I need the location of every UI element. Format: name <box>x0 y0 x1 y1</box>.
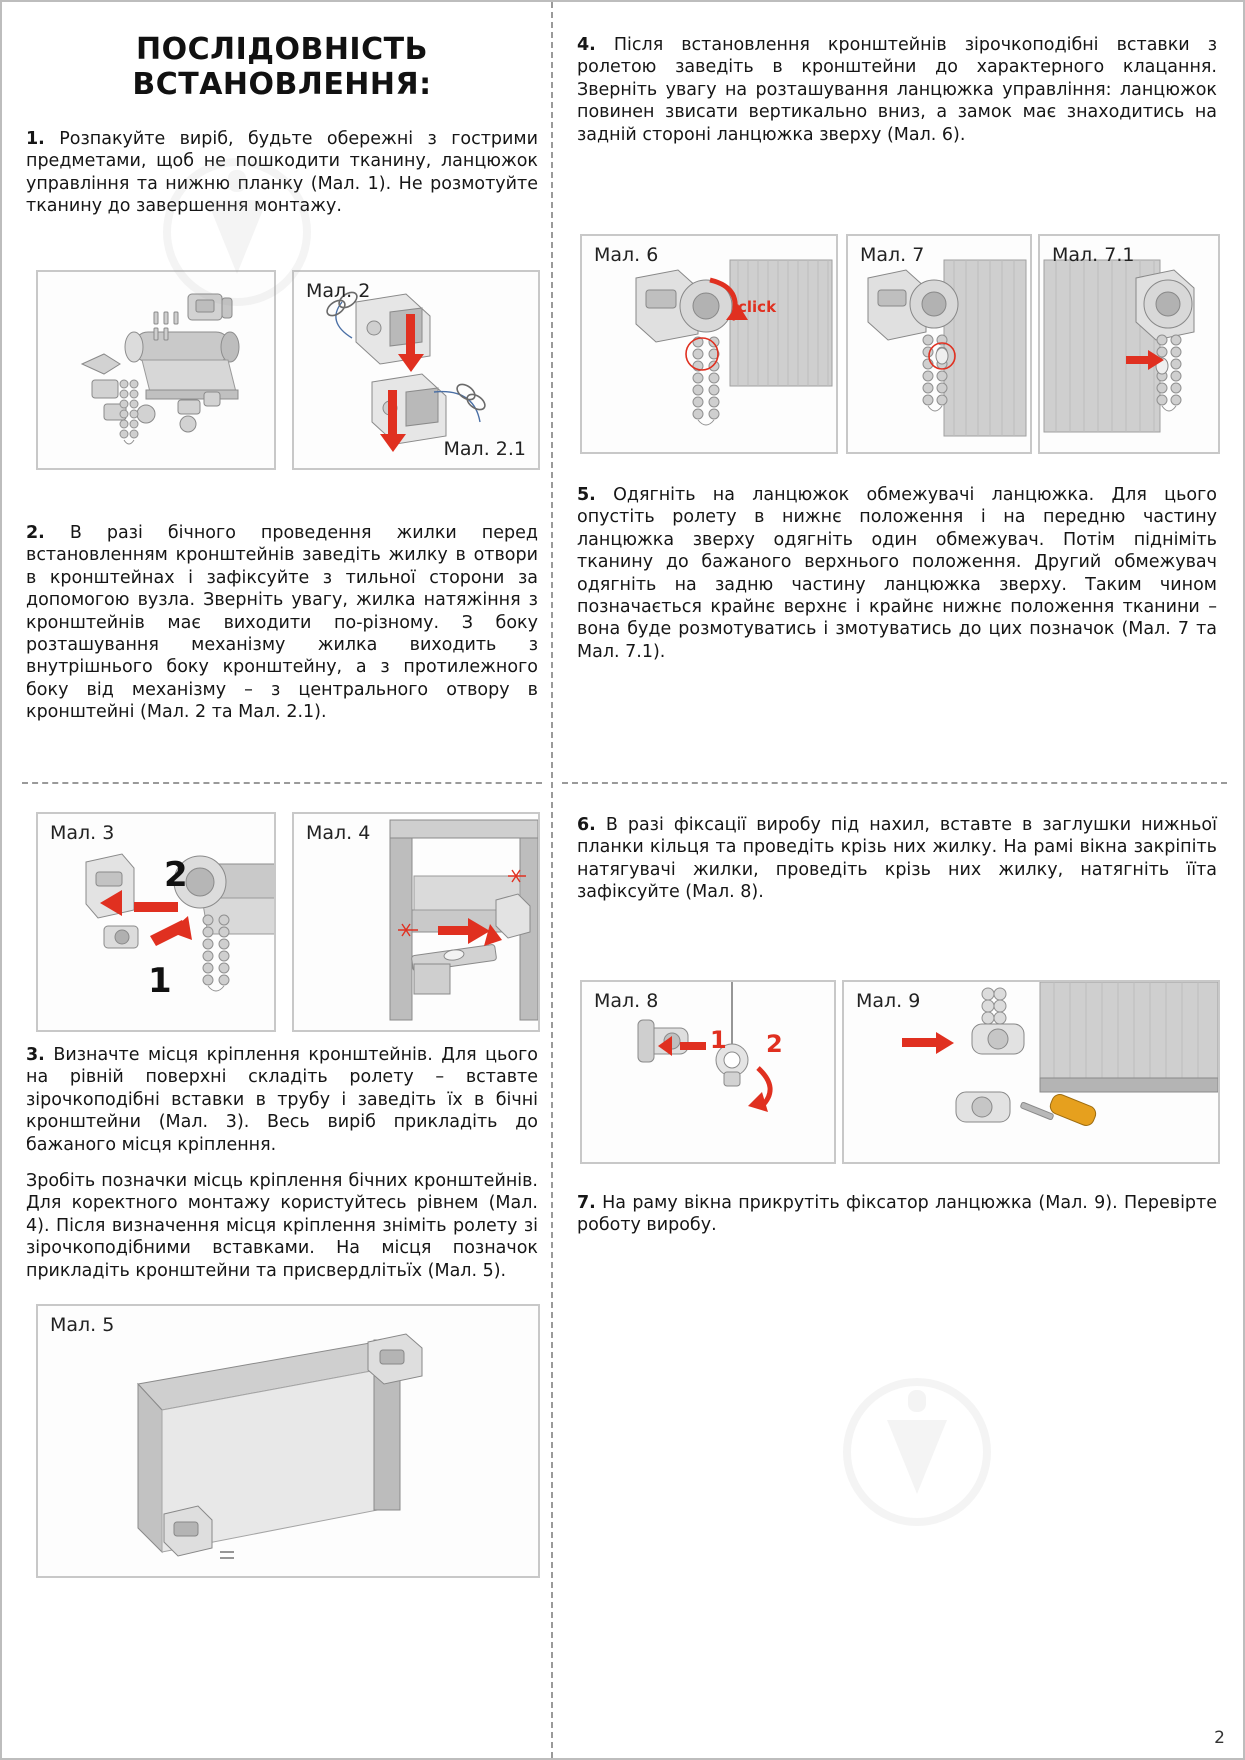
figure-2-1-label: Мал. 2.1 <box>443 438 526 460</box>
figure-9-label: Мал. 9 <box>856 990 921 1012</box>
figure-3 <box>36 812 276 1032</box>
step-3-continued-paragraph: Зробіть позначки місць кріплення бічних кронштейнів. Для коректного монтажу користуйтесь рівнем (Мал. 4). Після визначення місця кріплення зніміть ролету зі зірочкоподібними вставками. На місця позначок прикладіть кронштейни та присвердлітьїх (Мал. 5). <box>26 1170 538 1281</box>
figure-4-illustration <box>294 814 538 1030</box>
right-column-step7 <box>577 1192 1217 1251</box>
svg-text:1: 1 <box>710 1026 727 1054</box>
figure-7-illustration <box>848 236 1030 452</box>
left-column <box>26 20 538 232</box>
step-6-number: 6. <box>577 815 596 835</box>
figure-2 <box>292 270 540 470</box>
page-number: 2 <box>1214 1728 1225 1748</box>
figure-7-label: Мал. 7 <box>860 244 925 266</box>
step-3-number: 3. <box>26 1045 45 1065</box>
right-column <box>577 34 1217 160</box>
figure-2-label: Мал. 2 <box>306 280 371 302</box>
step-7-paragraph <box>577 1192 1217 1237</box>
figure-6 <box>580 234 838 454</box>
figure-9 <box>842 980 1220 1164</box>
right-column-step5 <box>577 484 1217 677</box>
svg-text:2: 2 <box>164 855 188 895</box>
step-3-paragraph <box>26 1044 538 1156</box>
step-4-paragraph <box>577 34 1217 146</box>
left-divider-1 <box>22 782 542 784</box>
figure-5-illustration <box>38 1306 538 1576</box>
figure-3-illustration <box>38 814 274 1030</box>
step-4-text: Після встановлення кронштейнів зірочкоподібні вставки з ролетою заведіть в кронштейни до характерного клацання. Зверніть увагу на розташування ланцюжка управління: ланцюжок повинен звисати вертикально вниз, а замок має знаходитись на задній стороні ланцюжка зверху (Мал. 6). <box>577 35 1217 145</box>
figure-1 <box>36 270 276 470</box>
figure-7 <box>846 234 1032 454</box>
step-4-number: 4. <box>577 35 596 55</box>
step-6-paragraph <box>577 814 1217 904</box>
step-3-text: Визначте місця кріплення кронштейнів. Для цього на рівній поверхні складіть ролету – вставте зірочкоподібні вставки в трубу і заведіть їх в бічні кронштейни (Мал. 3). Весь виріб прикладіть до бажаного місця кріплення. <box>26 1045 538 1155</box>
figure-4-label: Мал. 4 <box>306 822 371 844</box>
step-2-text: В разі бічного проведення жилки перед встановленням кронштейнів заведіть жилку в отвори в кронштейнах і зафіксуйте з тильної сторони за допомогою вузла. Зверніть увагу, жилка натяжіння з кронштейнів має виходити по-різному. З боку розташування механізму жилка виходить з внутрішнього боку кронштейну, а з протилежного боку від механізму – з центрального отвору в кронштейні (Мал. 2 та Мал. 2.1). <box>26 523 538 723</box>
figure-5 <box>36 1304 540 1578</box>
step-1-number: 1. <box>26 129 45 149</box>
figure-8 <box>580 980 836 1164</box>
step-7-text: На раму вікна прикрутіть фіксатор ланцюжка (Мал. 9). Перевірте роботу виробу. <box>577 1193 1217 1236</box>
figure-7-1-illustration <box>1040 236 1218 452</box>
step-5-paragraph <box>577 484 1217 663</box>
figure-4 <box>292 812 540 1032</box>
figure-6-click-label: click <box>738 298 777 316</box>
svg-text:2: 2 <box>766 1030 783 1058</box>
figure-6-label: Мал. 6 <box>594 244 659 266</box>
figure-7-1-label: Мал. 7.1 <box>1052 244 1135 266</box>
figure-3-label: Мал. 3 <box>50 822 115 844</box>
right-column-step6 <box>577 814 1217 918</box>
step-2-number: 2. <box>26 523 45 543</box>
figure-7-1 <box>1038 234 1220 454</box>
figure-5-label: Мал. 5 <box>50 1314 115 1336</box>
step-1-text: Розпакуйте виріб, будьте обережні з гострими предметами, щоб не пошкодити тканину, ланцюжок управління та нижню планку (Мал. 1). Не розмотуйте тканину до завершення монтажу. <box>26 129 538 217</box>
svg-text:1: 1 <box>148 961 172 1001</box>
vertical-divider <box>551 2 553 1758</box>
step-7-number: 7. <box>577 1193 596 1213</box>
right-divider-1 <box>562 782 1227 784</box>
step-5-number: 5. <box>577 485 596 505</box>
step-5-text: Одягніть на ланцюжок обмежувачі ланцюжка. Для цього опустіть ролету в нижнє положення і на передню частину ланцюжка зверху одягніть один обмежувач. Потім підніміть тканину до бажаного верхнього положення. Другий обмежувач одягніть на задню частину ланцюжка зверху. Таким чином позначається крайнє верхнє і крайнє нижнє положення тканини – вона буде розмотуватись і змотуватись до цих позначок (Мал. 7 та Мал. 7.1). <box>577 485 1217 662</box>
left-column-step2 <box>26 522 538 738</box>
step-6-text: В разі фіксації виробу під нахил, вставте в заглушки нижньої планки кільця та проведіть крізь них жилку. На рамі вікна закріпіть натягувачі жилки, проведіть крізь них жилку, натягніть їїта зафіксуйте (Мал. 8). <box>577 815 1217 903</box>
page-title: ПОСЛІДОВНІСТЬ ВСТАНОВЛЕННЯ: <box>132 32 432 102</box>
step-1-paragraph <box>26 128 538 218</box>
step-2-paragraph <box>26 522 538 724</box>
left-column-step3 <box>26 1044 538 1296</box>
figure-6-illustration <box>582 236 836 452</box>
figure-8-label: Мал. 8 <box>594 990 659 1012</box>
watermark-bottom-right <box>842 1372 992 1532</box>
figure-1-illustration <box>38 272 274 468</box>
